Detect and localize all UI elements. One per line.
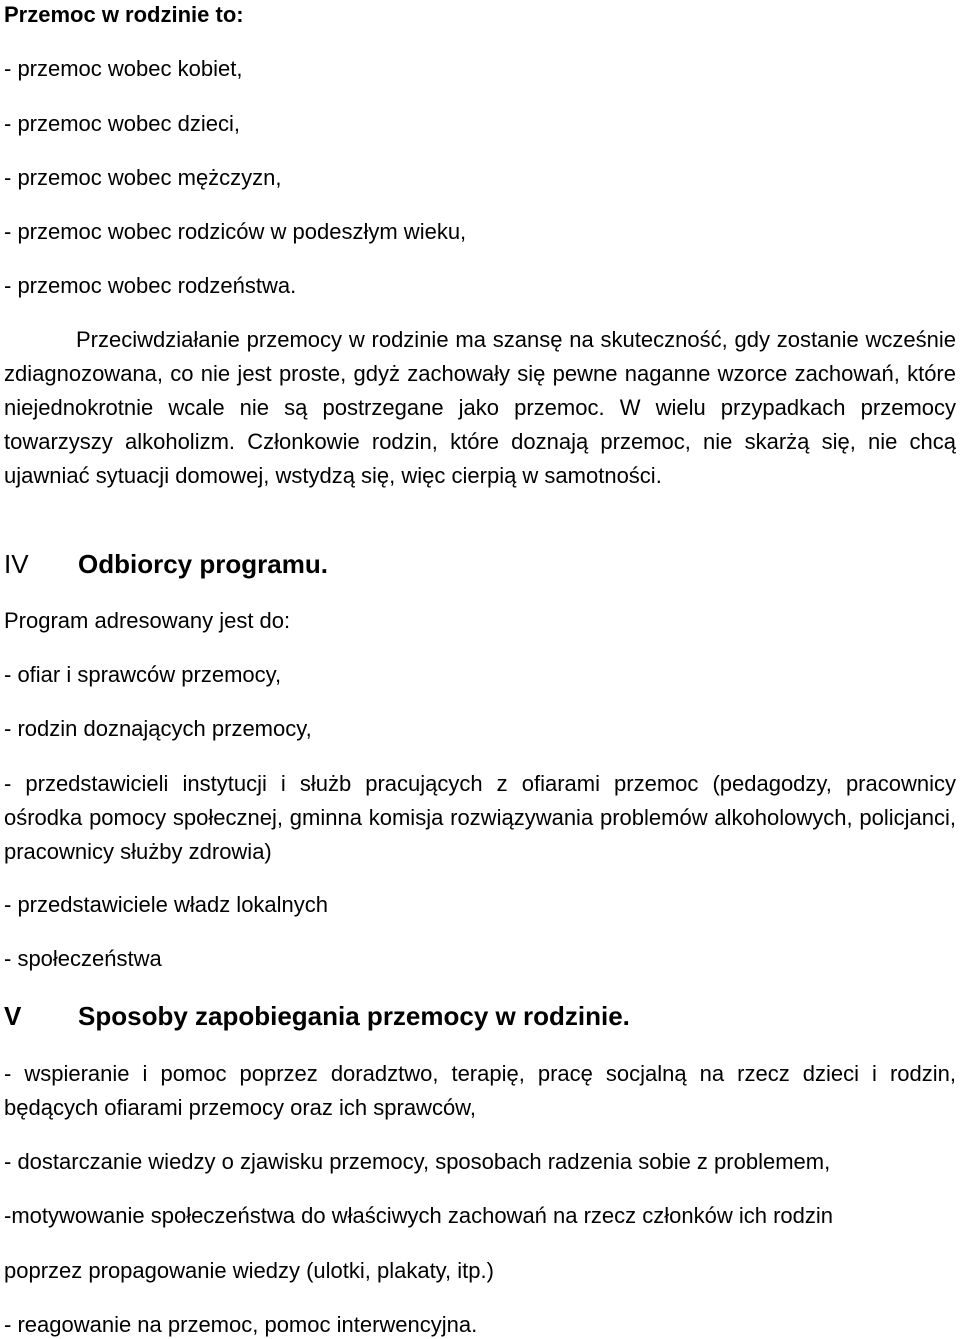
section-4-list-item: - przedstawicieli instytucji i służb pracujących z ofiarami przemoc (pedagodzy, pracownicy ośrodka pomocy społecznej, gminna komisja rozwiązywania problemów alkoholowych, policjanci, pracownicy służby zdrowia) <box>4 771 956 864</box>
intro-heading: Przemoc w rodzinie to: <box>4 2 244 27</box>
section-5-number: V <box>4 1001 22 1031</box>
section-5-title: Sposoby zapobiegania przemocy w rodzinie. <box>78 1001 630 1031</box>
section-4-list-item: - przedstawiciele władz lokalnych <box>4 892 329 917</box>
section-4-number: IV <box>4 549 29 579</box>
section-4-lead: Program adresowany jest do: <box>4 608 291 633</box>
section-4-list-item: - społeczeństwa <box>4 946 162 971</box>
section-4-title: Odbiorcy programu. <box>78 549 328 579</box>
intro-list-item: - przemoc wobec dzieci, <box>4 111 240 136</box>
section-5-list-item: - reagowanie na przemoc, pomoc interwencyjna. <box>4 1312 478 1337</box>
section-5-list-item: -motywowanie społeczeństwa do właściwych zachowań na rzecz członków ich rodzin <box>4 1203 834 1228</box>
intro-list-item: - przemoc wobec rodzeństwa. <box>4 273 297 298</box>
intro-list-item: - przemoc wobec kobiet, <box>4 56 243 81</box>
section-5-list-item: - wspieranie i pomoc poprzez doradztwo, terapię, pracę socjalną na rzecz dzieci i rodzin, będących ofiarami przemocy oraz ich sprawców, <box>4 1061 956 1120</box>
intro-list-item: - przemoc wobec rodziców w podeszłym wieku, <box>4 219 467 244</box>
section-5-list-item: - dostarczanie wiedzy o zjawisku przemocy, sposobach radzenia sobie z problemem, <box>4 1149 831 1174</box>
section-4-list-item: - ofiar i sprawców przemocy, <box>4 662 282 687</box>
intro-paragraph: Przeciwdziałanie przemocy w rodzinie ma szansę na skuteczność, gdy zostanie wcześnie zdiagnozowana, co nie jest proste, gdyż zachowały się pewne naganne wzorce zachowań, które niejednokrotnie wcale nie są postrzegane jako przemoc. W wielu przypadkach przemocy towarzyszy alkoholizm. Członkowie rodzin, które doznają przemoc, nie skarżą się, nie chcą ujawniać sytuacji domowej, wstydzą się, więc cierpią w samotności. <box>4 327 956 488</box>
section-4-list-item: - rodzin doznających przemocy, <box>4 716 312 741</box>
intro-list-item: - przemoc wobec mężczyzn, <box>4 165 282 190</box>
section-5-list-item: poprzez propagowanie wiedzy (ulotki, plakaty, itp.) <box>4 1258 494 1283</box>
